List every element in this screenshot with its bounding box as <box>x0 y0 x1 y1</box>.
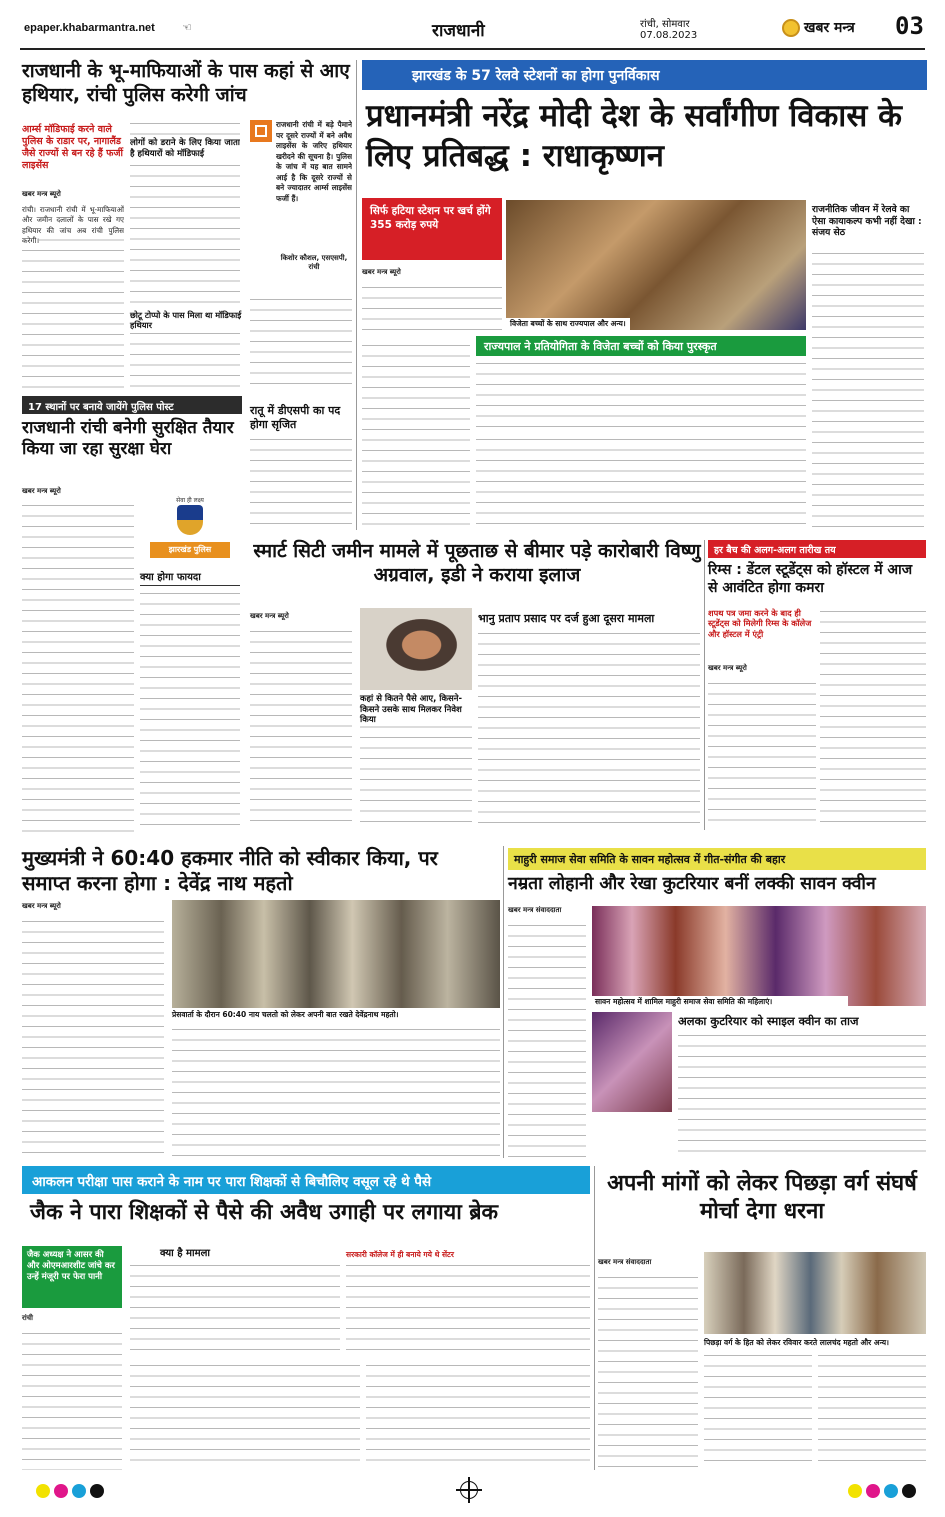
story7-body <box>508 922 586 1158</box>
story6-photo <box>172 900 500 1008</box>
story7-byline: खबर मन्त्र संवाददाता <box>508 906 562 914</box>
story3-kicker-text: झारखंड के 57 रेलवे स्टेशनों का होगा पुनर्विकास <box>412 68 660 84</box>
story6-body <box>22 918 164 1158</box>
brand-logo <box>782 16 876 42</box>
story1-lead: रांची। राजधानी रांची में भू-माफियाओं और जमीन दलालों के पास रखे गए हथियार की जांच अब रांची पुलिस करेगी। <box>22 205 124 246</box>
story4-photo <box>360 608 472 690</box>
story3-side-body <box>812 250 924 530</box>
story7-photo-caption: सावन महोत्सव में शामिल माहुरी समाज सेवा समिति की महिलाएं। <box>592 996 848 1008</box>
story7-kicker-text: माहुरी समाज सेवा समिति के सावन महोत्सव में गीत-संगीत की बहार <box>514 853 786 866</box>
story7-body-col2 <box>678 1032 926 1158</box>
reg-dot-magenta-icon-r <box>866 1484 880 1498</box>
story1-sub3: छोटू टोप्पो के पास मिला था मॉडिफाई हथियार <box>130 310 242 331</box>
story8-green-box <box>22 1246 122 1308</box>
story2-kicker-text: 17 स्थानों पर बनाये जायेंगे पुलिस पोस्ट <box>28 402 174 413</box>
story4-sub: भानु प्रताप प्रसाद पर दर्ज हुआ दूसरा मामला <box>478 612 655 625</box>
story8-box-title: क्या है मामला <box>160 1248 210 1259</box>
story4-photo-caption: कहां से कितने पैसे आए, किसने-किसने उसके साथ मिलकर निवेश किया <box>360 694 472 726</box>
story9-body <box>598 1274 698 1470</box>
story8-headline[interactable]: जैक ने पारा शिक्षकों से पैसे की अवैध उगाही पर लगाया ब्रेक <box>30 1200 499 1225</box>
story1-quote-by: किशोर कौशल, एसएसपी, रांची <box>280 254 348 271</box>
footer <box>0 1476 945 1517</box>
story8-body-col2 <box>130 1362 360 1470</box>
story7-kicker <box>508 848 926 870</box>
hand-cursor-icon: ☜ <box>182 21 192 34</box>
story9-body-col2 <box>704 1352 812 1470</box>
story5-sub: शपथ पत्र जमा करने के बाद ही स्टूडेंट्स को मिलेगी रिम्स के कॉलेज और हॉस्टल में एंट्री <box>708 608 812 639</box>
story2-box-title: क्या होगा फायदा <box>140 572 240 586</box>
story3-byline: खबर मन्त्र ब्यूरो <box>362 268 401 276</box>
reg-dot-magenta-icon <box>54 1484 68 1498</box>
story3-photo-caption: विजेता बच्चों के साथ राज्यपाल और अन्य। <box>506 318 630 330</box>
story5-kicker <box>708 540 926 558</box>
police-badge-icon <box>177 505 203 535</box>
story1-sub2: लोगों को डराने के लिए किया जाता है हथियारों को मॉडिफाई <box>130 138 240 159</box>
brand-emblem-icon <box>782 19 800 37</box>
story2-body <box>22 502 134 832</box>
story9-photo-caption: पिछड़ा वर्ग के हित को लेकर रविवार करते लालचंद महतो और अन्य। <box>704 1338 889 1347</box>
story3-photo <box>506 200 806 330</box>
divider-v1 <box>356 60 357 530</box>
city-day: रांची, सोमवार <box>640 19 690 30</box>
story5-body-col2 <box>820 608 926 830</box>
story9-byline: खबर मन्त्र संवाददाता <box>598 1258 652 1266</box>
story6-body-col2 <box>172 1026 500 1158</box>
story8-kicker <box>22 1166 590 1194</box>
story7-headline[interactable]: नम्रता लोहानी और रेखा कुटरियार बनीं लक्की सावन क्वीन <box>508 874 876 894</box>
story9-headline[interactable]: अपनी मांगों को लेकर पिछड़ा वर्ग संघर्ष मोर्चा देगा धरना <box>607 1171 917 1224</box>
reg-dot-yellow-icon-r <box>848 1484 862 1498</box>
police-logo-top: सेवा ही लक्ष्य <box>176 497 204 504</box>
story8-red-text: सरकारी कॉलेज में ही बनाये गये थे सेंटर <box>346 1250 454 1259</box>
story7-sub: अलका कुटरियार को स्माइल क्वीन का ताज <box>678 1014 859 1028</box>
reg-dot-black-icon <box>90 1484 104 1498</box>
story7-photo2 <box>592 1012 672 1112</box>
quote-icon-inner <box>255 125 267 137</box>
story2-byline: खबर मन्त्र ब्यूरो <box>22 487 61 495</box>
story3-side-head: राजनीतिक जीवन में रेलवे का ऐसा कायाकल्प कभी नहीं देखा : संजय सेठ <box>812 204 922 238</box>
story5-kicker-text: हर बैच की अलग-अलग तारीख तय <box>714 545 836 556</box>
story4-body <box>250 628 352 830</box>
story3-red-box <box>362 198 502 260</box>
story6-byline: खबर मन्त्र ब्यूरो <box>22 902 61 910</box>
story8-byline: रांची <box>22 1314 33 1322</box>
story8-body-col4 <box>366 1362 590 1470</box>
story3-body-col4 <box>476 436 806 530</box>
story3-kicker <box>362 60 927 90</box>
story7-photo <box>592 906 926 1006</box>
reg-dot-cyan-icon <box>72 1484 86 1498</box>
masthead-rule <box>20 48 925 50</box>
story3-bar-text: राज्यपाल ने प्रतियोगिता के विजेता बच्चों को किया पुरस्कृत <box>484 340 717 353</box>
divider-v2 <box>704 540 705 830</box>
story2-box-body <box>140 590 240 830</box>
police-logo-text: झारखंड पुलिस <box>150 542 230 558</box>
story9-body-col3 <box>818 1352 926 1470</box>
story3-bar <box>476 336 806 356</box>
story8-body-col3 <box>346 1262 590 1352</box>
story8-body <box>22 1330 122 1470</box>
story5-body <box>708 680 816 830</box>
story2-sub: रातू में डीएसपी का पद होगा सृजित <box>250 404 341 431</box>
story4-headline[interactable]: स्मार्ट सिटी जमीन मामले में पूछताछ से बीमार पड़े कारोबारी विष्णु अग्रवाल, इडी ने कराया इलाज <box>253 540 701 586</box>
story1-byline: खबर मन्त्र ब्यूरो <box>22 190 61 198</box>
story5-headline[interactable]: रिम्स : डेंटल स्टूडेंट्स को हॉस्टल में आज से आवंटित होगा कमरा <box>708 562 913 596</box>
divider-v3 <box>503 846 504 1158</box>
story2-body-col3 <box>250 436 352 526</box>
story1-body <box>22 205 124 390</box>
story1-subhead: आर्म्स मॉडिफाई करने वाले पुलिस के राडार पर, नागालैंड जैसे राज्यों से बन रहे हैं फर्जी लाइसेंस <box>22 124 123 171</box>
divider-v4 <box>594 1166 595 1470</box>
story5-byline: खबर मन्त्र ब्यूरो <box>708 664 747 672</box>
story6-headline[interactable]: मुख्यमंत्री ने 60:40 हकमार नीति को स्वीकार किया, पर समाप्त करना होगा : देवेंद्र नाथ महतो <box>22 846 438 895</box>
reg-dot-cyan-icon-r <box>884 1484 898 1498</box>
reg-dot-yellow-icon <box>36 1484 50 1498</box>
story9-photo <box>704 1252 926 1334</box>
story3-body-col2 <box>362 342 470 530</box>
masthead <box>0 0 945 48</box>
brand-name: खबर मन्त्र <box>804 20 855 36</box>
issue-date: 07.08.2023 <box>640 30 698 41</box>
story1-quote: राजधानी रांची में बड़े पैमाने पर दूसरे राज्यों में बने अवैध लाइसेंस के जरिए हथियार खरीदने की सूचना है। पुलिस के जांच में यह बात सामने आई है कि दूसरे राज्यों से बने ज्यादातर आर्म्स लाइसेंस फर्जी हैं। <box>276 120 352 204</box>
story3-body <box>362 284 502 338</box>
page-number: 03 <box>895 12 924 40</box>
police-logo <box>140 496 240 566</box>
story8-box-body <box>130 1262 340 1352</box>
story3-body-col3 <box>476 360 806 430</box>
story1-body-col2 <box>130 120 240 390</box>
story8-kicker-text: आकलन परीक्षा पास कराने के नाम पर पारा शिक्षकों से बिचौलिए वसूल रहे थे पैसे <box>32 1174 432 1190</box>
story1-quote-box <box>250 120 352 290</box>
story3-red-box-text: सिर्फ हटिया स्टेशन पर खर्च होंगे 355 करोड़ रुपये <box>370 205 491 232</box>
story4-byline: खबर मन्त्र ब्यूरो <box>250 612 289 620</box>
story3-headline[interactable]: प्रधानमंत्री नरेंद्र मोदी देश के सर्वांगीण विकास के लिए प्रतिबद्ध : राधाकृष्णन <box>366 98 902 175</box>
section-title: राजधानी <box>432 21 485 41</box>
story4-body-col3 <box>478 630 700 830</box>
story2-headline[interactable]: राजधानी रांची बनेगी सुरक्षित तैयार किया जा रहा सुरक्षा घेरा <box>22 418 234 460</box>
story6-photo-caption: प्रेसवार्ता के दौरान 60:40 नाय चलतो को लेकर अपनी बात रखते देवेंद्रनाथ महतो। <box>172 1010 399 1019</box>
crosshair-v-line <box>468 1477 470 1503</box>
site-url[interactable]: epaper.khabarmantra.net <box>24 22 155 34</box>
story2-kicker <box>22 396 242 414</box>
story8-green-box-text: जैक अध्यक्ष ने आसर की और ओएमआरशीट जांचे कर उन्हें मंजूरी पर फेरा पानी <box>27 1250 115 1283</box>
story1-headline[interactable]: राजधानी के भू-माफियाओं के पास कहां से आए हथियार, रांची पुलिस करेगी जांच <box>22 60 350 106</box>
story1-body-col3 <box>250 296 352 390</box>
reg-dot-black-icon-r <box>902 1484 916 1498</box>
